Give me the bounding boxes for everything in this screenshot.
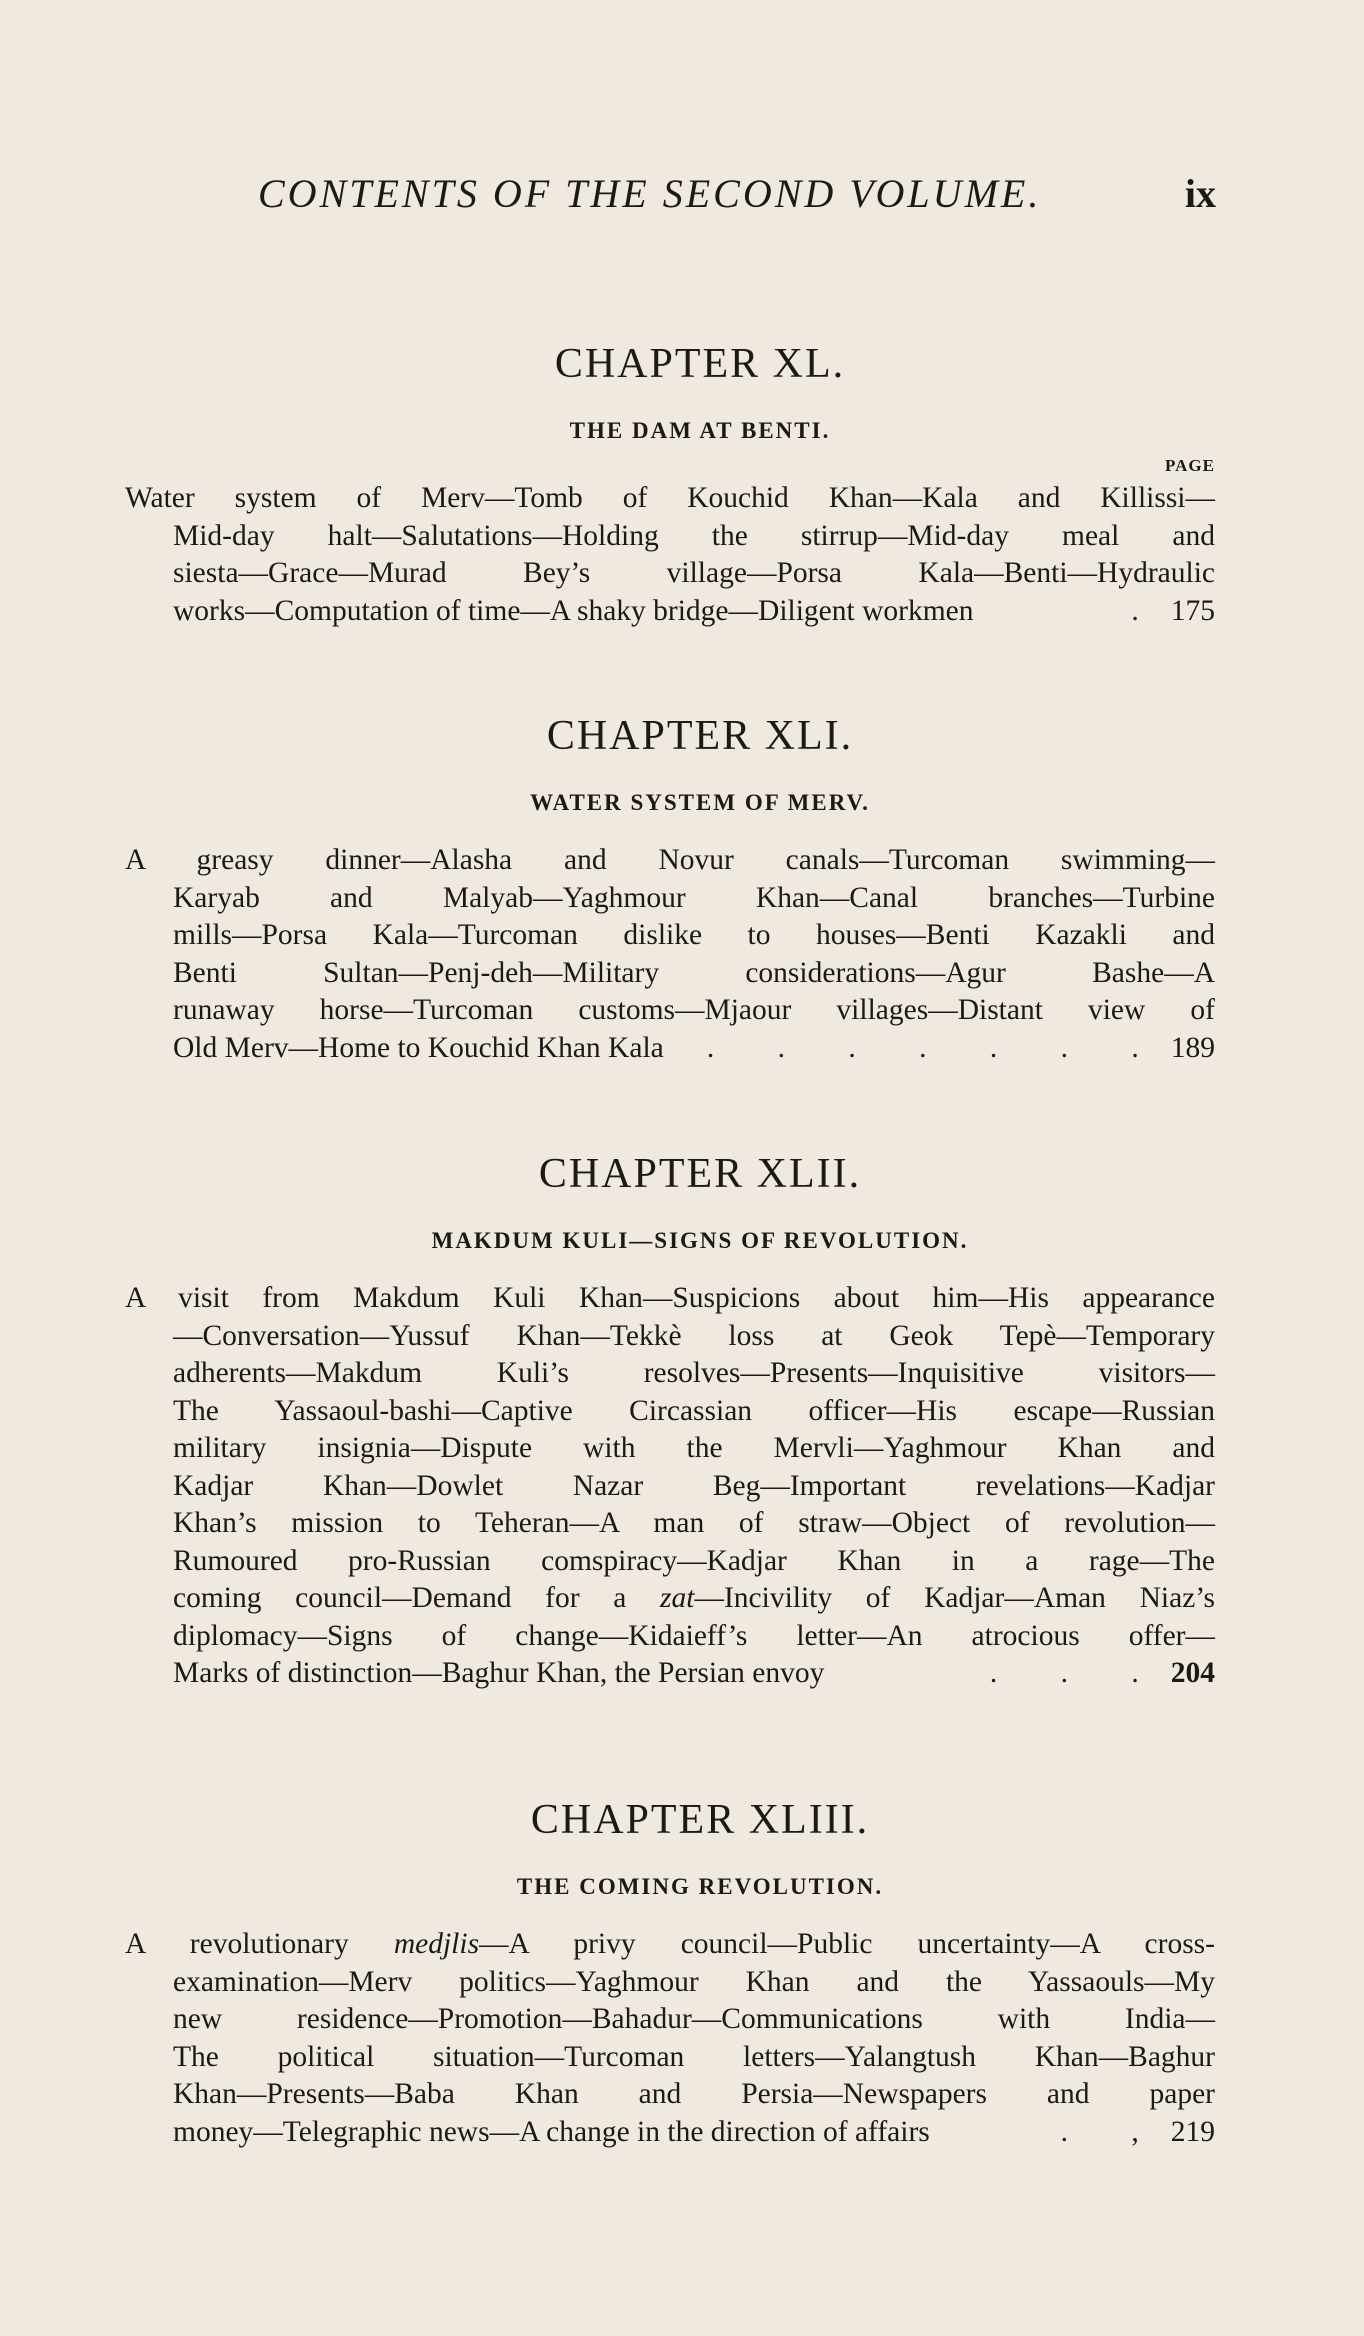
running-head-title: CONTENTS OF THE SECOND VOLUME. xyxy=(258,171,1042,216)
page-number: 204 xyxy=(1170,1657,1215,1689)
italic-term: zat xyxy=(660,1582,695,1614)
chapter-title: CHAPTER XL. xyxy=(554,341,846,387)
chapter-xl xyxy=(125,340,1215,630)
page-folio: ix xyxy=(1184,171,1216,216)
chapter-summary xyxy=(125,480,1215,630)
chapter-title: CHAPTER XLIII. xyxy=(530,1797,870,1843)
dot-leader: . xyxy=(1131,594,1167,627)
chapter-subtitle: WATER SYSTEM OF MERV. xyxy=(530,790,870,815)
chapter-summary xyxy=(125,1926,1215,2151)
summary-text: money—Telegraphic news—A change in the direction of affairs xyxy=(173,2115,930,2148)
summary-line: The political situation—Turcoman letters—Yalangtush Khan—Baghur xyxy=(173,2040,1215,2073)
page-number: 219 xyxy=(1170,2115,1215,2148)
summary-line: military insignia—Dispute with the Mervli—Yaghmour Khan and xyxy=(173,1432,1215,1464)
summary-line-with-italic xyxy=(125,1926,1215,1964)
summary-line: new residence—Promotion—Bahadur—Communications with India— xyxy=(173,2003,1215,2035)
summary-text: —A privy council—Public uncertainty—A cross- xyxy=(479,1928,1215,1960)
summary-text: —Incivility of Kadjar—Aman Niaz’s xyxy=(694,1582,1215,1614)
summary-line-last xyxy=(125,593,1215,631)
chapter-summary xyxy=(125,842,1215,1067)
summary-text: Marks of distinction—Baghur Khan, the Persian envoy xyxy=(173,1657,825,1689)
chapter-xliii xyxy=(125,1796,1215,2151)
italic-term: medjlis xyxy=(393,1928,480,1960)
chapter-subtitle: THE DAM AT BENTI. xyxy=(569,418,831,443)
summary-line: mills—Porsa Kala—Turcoman dislike to houses—Benti Kazakli and xyxy=(173,919,1215,951)
summary-text: works—Computation of time—A shaky bridge—Diligent workmen xyxy=(173,594,974,627)
summary-line-with-italic xyxy=(125,1580,1215,1618)
summary-text: coming council—Demand for a xyxy=(173,1582,661,1614)
summary-line-last xyxy=(125,1030,1215,1068)
summary-line: adherents—Makdum Kuli’s resolves—Presents—Inquisitive visitors— xyxy=(173,1357,1215,1389)
summary-line: Khan’s mission to Teheran—A man of straw—Object of revolution— xyxy=(173,1507,1215,1539)
chapter-summary xyxy=(125,1280,1215,1693)
summary-line: Kadjar Khan—Dowlet Nazar Beg—Important revelations—Kadjar xyxy=(173,1469,1215,1502)
dot-leader: . . . xyxy=(989,1657,1167,1689)
chapter-subtitle: MAKDUM KULI—SIGNS OF REVOLUTION. xyxy=(431,1228,969,1253)
chapter-title: CHAPTER XLI. xyxy=(546,713,854,759)
summary-line: Benti Sultan—Penj-deh—Military considerations—Agur Bashe—A xyxy=(173,956,1215,989)
page-number: 175 xyxy=(1170,594,1215,627)
summary-line: —Conversation—Yussuf Khan—Tekkè loss at Geok Tepè—Temporary xyxy=(173,1319,1215,1352)
dot-leader: . , xyxy=(1060,2115,1167,2148)
chapter-xlii xyxy=(125,1150,1215,1693)
summary-line: A greasy dinner—Alasha and Novur canals—Turcoman swimming— xyxy=(125,844,1215,876)
summary-text: A revolutionary xyxy=(125,1928,394,1960)
summary-line: A visit from Makdum Kuli Khan—Suspicions about him—His appearance xyxy=(125,1282,1215,1314)
summary-line: Karyab and Malyab—Yaghmour Khan—Canal branches—Turbine xyxy=(173,881,1215,914)
summary-text: Old Merv—Home to Kouchid Khan Kala xyxy=(173,1031,664,1064)
summary-line: Khan—Presents—Baba Khan and Persia—Newspapers and paper xyxy=(173,2078,1215,2110)
summary-line-last xyxy=(125,2114,1215,2152)
summary-line: siesta—Grace—Murad Bey’s village—Porsa Kala—Benti—Hydraulic xyxy=(173,557,1215,589)
summary-line: The Yassaoul-bashi—Captive Circassian officer—His escape—Russian xyxy=(173,1394,1215,1427)
page-number: 189 xyxy=(1170,1031,1215,1064)
summary-line: diplomacy—Signs of change—Kidaieff’s letter—An atrocious offer— xyxy=(173,1619,1215,1652)
summary-line-last xyxy=(125,1655,1215,1693)
page-column-label: PAGE xyxy=(1165,456,1215,475)
summary-line: Rumoured pro-Russian comspiracy—Kadjar Khan in a rage—The xyxy=(173,1544,1215,1577)
chapter-subtitle: THE COMING REVOLUTION. xyxy=(516,1874,884,1899)
running-head xyxy=(258,170,1216,217)
summary-line: examination—Merv politics—Yaghmour Khan and the Yassaouls—My xyxy=(173,1965,1215,1998)
chapter-xli xyxy=(125,712,1215,1067)
summary-line: runaway horse—Turcoman customs—Mjaour villages—Distant view of xyxy=(173,994,1215,1026)
summary-line: Mid-day halt—Salutations—Holding the stirrup—Mid-day meal and xyxy=(173,519,1215,552)
summary-line: Water system of Merv—Tomb of Kouchid Khan—Kala and Killissi— xyxy=(125,482,1215,514)
dot-leader: . . . . . . . xyxy=(706,1031,1167,1064)
chapter-title: CHAPTER XLII. xyxy=(538,1151,862,1197)
